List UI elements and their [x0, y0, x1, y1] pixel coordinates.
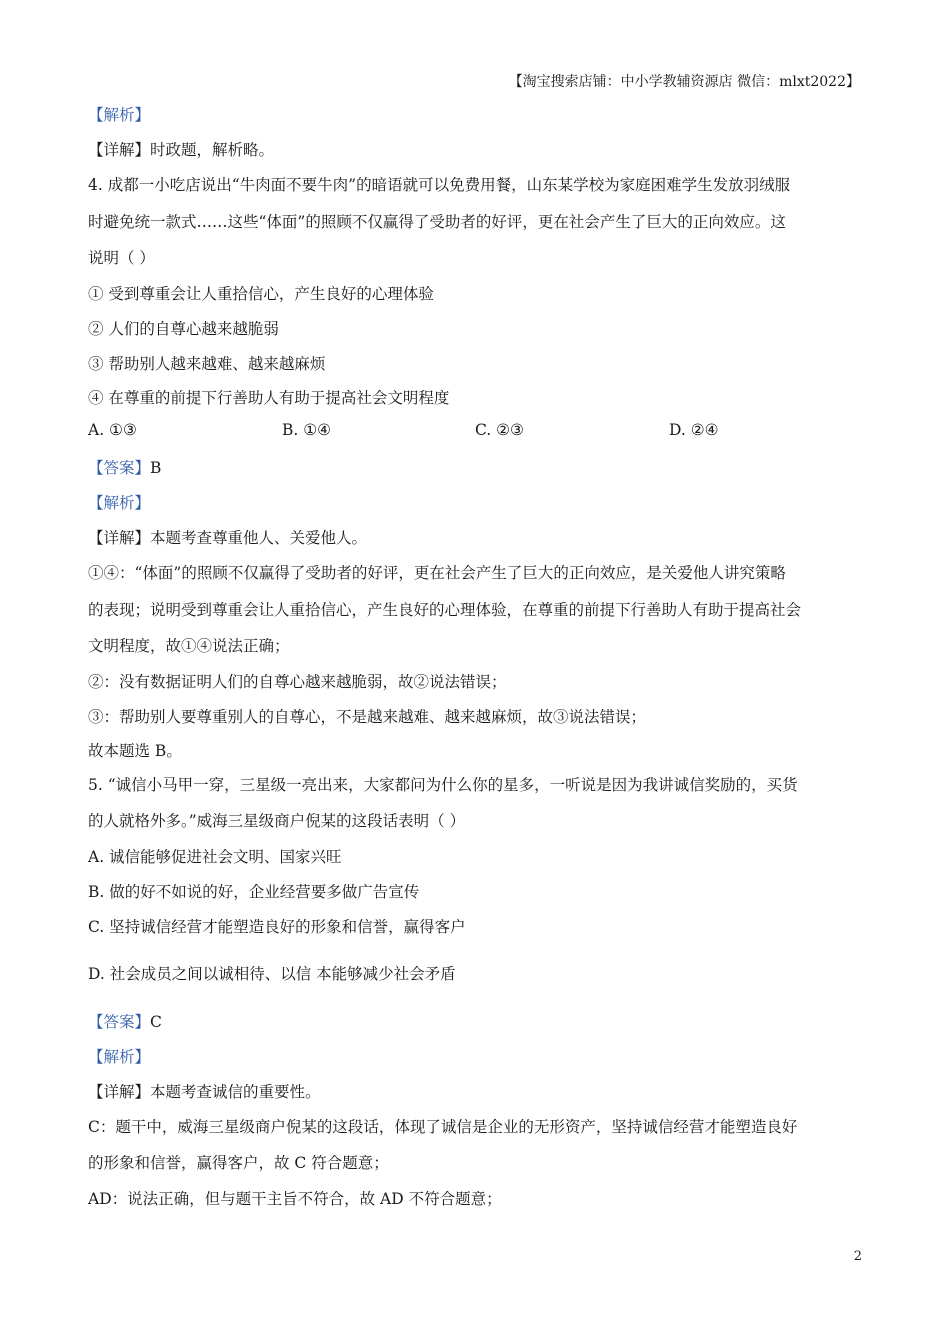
q5-explain-line: AD：说法正确，但与题干主旨不符合，故 AD 不符合题意； [88, 1190, 502, 1208]
q4-option-a: A. ①③ [88, 421, 137, 439]
q3-detail [88, 138, 274, 160]
page-header: 【淘宝搜索店铺：中小学教辅资源店 微信：mlxt2022】 [508, 74, 860, 90]
q4-option-d: D. ②④ [669, 421, 719, 439]
q4-explain-line: 文明程度，故①④说法正确； [88, 637, 290, 655]
q5-analysis-tag: 【解析】 [88, 1048, 151, 1066]
q4-stem-line: 说明（ ） [88, 249, 155, 267]
q5-answer-value: C [150, 1013, 162, 1031]
q4-stem-line: 4. 成都一小吃店说出“牛肉面不要牛肉”的暗语就可以免费用餐，山东某学校为家庭困难学生发放羽绒服 [88, 176, 791, 194]
q4-statement: ① 受到尊重会让人重拾信心，产生良好的心理体验 [88, 285, 434, 303]
q4-statement: ③ 帮助别人越来越难、越来越麻烦 [88, 355, 326, 373]
q4-detail [88, 526, 367, 548]
q4-stem-line: 时避免统一款式……这些“体面”的照顾不仅赢得了受助者的好评，更在社会产生了巨大的正向效应。这 [88, 213, 786, 231]
q3-detail-text: 时政题，解析略。 [150, 141, 275, 159]
q5-stem-line: 的人就格外多。”威海三星级商户倪某的这段话表明（ ） [88, 812, 466, 830]
q4-explain-line: 的表现；说明受到尊重会让人重拾信心，产生良好的心理体验，在尊重的前提下行善助人有助于提高社会 [88, 601, 802, 619]
q4-option-c: C. ②③ [475, 421, 524, 439]
q4-answer-value: B [150, 459, 162, 477]
q5-detail [88, 1080, 321, 1102]
q5-detail-text: 本题考查诚信的重要性。 [150, 1083, 321, 1101]
q4-option-b: B. ①④ [282, 421, 332, 439]
q5-option-b: B. 做的好不如说的好，企业经营要多做广告宣传 [88, 883, 420, 901]
q5-option-c: C. 坚持诚信经营才能塑造良好的形象和信誉，赢得客户 [88, 918, 466, 936]
q4-explain-line: ①④：“体面”的照顾不仅赢得了受助者的好评，更在社会产生了巨大的正向效应，是关爱他人讲究策略 [88, 564, 786, 582]
q4-answer [88, 456, 161, 478]
q4-answer-tag: 【答案】 [88, 459, 151, 477]
q5-answer [88, 1010, 162, 1032]
q4-analysis-tag: 【解析】 [88, 494, 151, 512]
q5-option-d: D. 社会成员之间以诚相待、以信 本能够减少社会矛盾 [88, 965, 456, 983]
q5-answer-tag: 【答案】 [88, 1013, 151, 1031]
q4-statement: ② 人们的自尊心越来越脆弱 [88, 320, 279, 338]
q4-detail-tag: 【详解】 [88, 529, 151, 547]
q4-explain-line: 故本题选 B。 [88, 742, 182, 760]
q4-statement: ④ 在尊重的前提下行善助人有助于提高社会文明程度 [88, 389, 450, 407]
q4-explain-line: ③：帮助别人要尊重别人的自尊心，不是越来越难、越来越麻烦，故③说法错误； [88, 708, 647, 726]
q5-detail-tag: 【详解】 [88, 1083, 151, 1101]
q4-explain-line: ②：没有数据证明人们的自尊心越来越脆弱，故②说法错误； [88, 673, 507, 691]
q3-analysis-tag: 【解析】 [88, 106, 151, 124]
page-number: 2 [853, 1249, 862, 1264]
q5-option-a: A. 诚信能够促进社会文明、国家兴旺 [88, 848, 342, 866]
q5-explain-line: 的形象和信誉，赢得客户，故 C 符合题意； [88, 1154, 389, 1172]
q5-stem-line: 5. “诚信小马甲一穿，三星级一亮出来，大家都问为什么你的星多，一听说是因为我讲诚信奖励的，买货 [88, 776, 798, 794]
q5-explain-line: C：题干中，威海三星级商户倪某的这段话，体现了诚信是企业的无形资产，坚持诚信经营才能塑造良好 [88, 1118, 798, 1136]
q4-detail-text: 本题考查尊重他人、关爱他人。 [150, 529, 368, 547]
q3-detail-tag: 【详解】 [88, 141, 151, 159]
